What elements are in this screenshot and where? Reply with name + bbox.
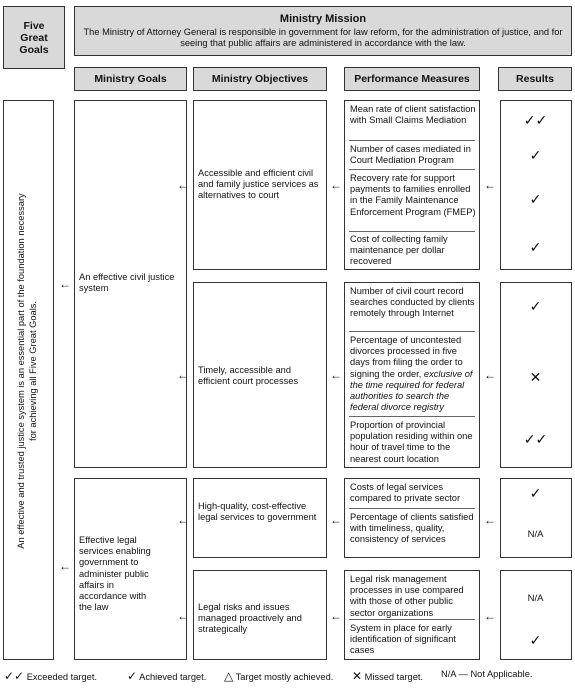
measure-1: Mean rate of client satisfaction with Small Claims Mediation <box>350 104 476 126</box>
measure-10: Legal risk management processes in use compared with those of other public sector organizations <box>350 574 464 618</box>
arrow-left-icon: ← <box>59 559 71 573</box>
legend-mostly <box>224 669 333 683</box>
arrow-left-icon: ← <box>484 513 496 527</box>
header-goals-label: Ministry Goals <box>94 73 167 85</box>
header-results <box>498 67 572 91</box>
objective-3: High-quality, cost-effective legal services to government <box>198 501 317 523</box>
goal-civil-justice: An effective civil justice system <box>79 272 175 294</box>
arrow-left-icon: ← <box>484 178 496 192</box>
result-check-icon: ✓ <box>529 298 542 314</box>
legend-na: N/A — Not Applicable. <box>441 669 533 679</box>
measure-separator <box>349 416 475 417</box>
measure-9: Percentage of clients satisfied with timeliness, quality, consistency of services <box>350 512 474 545</box>
measure-2: Number of cases mediated in Court Mediation Program <box>350 144 471 166</box>
header-objectives-label: Ministry Objectives <box>211 73 309 85</box>
legend-missed-label: Missed target. <box>364 672 424 682</box>
arrow-left-icon: ← <box>330 609 342 623</box>
measure-separator <box>349 169 475 170</box>
objective-2: Timely, accessible and efficient court processes <box>198 365 299 387</box>
legend-achieved <box>127 669 206 683</box>
foundation-text-line2: for achieving all Five Great Goals. <box>27 300 38 442</box>
header-performance-measures <box>344 67 480 91</box>
header-measures-label: Performance Measures <box>354 73 470 85</box>
measure-7: Proportion of provincial population residing within one hour of travel time to the nearest court location <box>350 420 473 464</box>
five-great-goals-label: Five Great Goals <box>19 19 49 56</box>
legend-mostly-label: Target mostly achieved. <box>235 672 334 682</box>
result-check-icon: ✓ <box>529 485 542 501</box>
triangle-icon: △ <box>224 669 234 683</box>
result-double-check-icon: ✓✓ <box>523 431 548 447</box>
double-check-icon: ✓✓ <box>4 669 25 683</box>
measure-separator <box>349 231 475 232</box>
result-check-icon: ✓ <box>529 191 542 207</box>
measure-11: System in place for early identification of significant cases <box>350 623 456 656</box>
arrow-left-icon: ← <box>484 368 496 382</box>
arrow-left-icon: ← <box>330 178 342 192</box>
check-icon: ✓ <box>127 669 138 683</box>
header-results-label: Results <box>516 73 554 85</box>
measure-6-text: Percentage of uncontested divorces processed in five days from filing the order to signing the order, <box>350 335 463 379</box>
result-check-icon: ✓ <box>529 239 542 255</box>
legend-missed <box>352 669 423 683</box>
arrow-left-icon: ← <box>484 609 496 623</box>
mission-text: The Ministry of Attorney General is responsible in government for law reform, for the administration of justice, and for seeing that public affairs are administered in accordance with the law. <box>83 27 563 48</box>
measure-6-emphasis: exclusive of the time required for federal authorities to search the federal divorce registry <box>350 368 473 413</box>
arrow-left-icon: ← <box>59 277 71 291</box>
foundation-text-line1: An effective and trusted justice system is an essential part of the foundation necessary <box>16 193 26 549</box>
missed-icon: ✕ <box>352 669 363 683</box>
arrow-left-icon: ← <box>330 368 342 382</box>
arrow-left-icon: ← <box>177 513 189 527</box>
arrow-left-icon: ← <box>177 609 189 623</box>
measure-separator <box>349 619 475 620</box>
objective-1: Accessible and efficient civil and family justice services as alternatives to court <box>198 168 319 201</box>
legend-exceeded <box>4 669 97 683</box>
result-double-check-icon: ✓✓ <box>523 112 548 128</box>
five-great-goals-box <box>3 6 65 69</box>
result-missed-icon: ✕ <box>529 369 542 385</box>
measure-8: Costs of legal services compared to private sector <box>350 482 461 504</box>
measure-separator <box>349 331 475 332</box>
measure-separator <box>349 508 475 509</box>
header-ministry-objectives <box>193 67 327 91</box>
mission-title: Ministry Mission <box>279 13 367 25</box>
measure-separator <box>349 140 475 141</box>
foundation-text <box>16 116 42 626</box>
arrow-left-icon: ← <box>177 178 189 192</box>
measure-3: Recovery rate for support payments to families enrolled in the Family Maintenance Enforcement Program (FMEP) <box>350 173 476 217</box>
arrow-left-icon: ← <box>330 513 342 527</box>
measure-6 <box>350 335 478 413</box>
header-ministry-goals <box>74 67 187 91</box>
result-na: N/A <box>527 529 544 540</box>
result-check-icon: ✓ <box>529 147 542 163</box>
measure-5: Number of civil court record searches conducted by clients remotely through Internet <box>350 286 475 319</box>
legend-achieved-label: Achieved target. <box>139 672 207 682</box>
ministry-mission-box <box>74 6 572 56</box>
objective-4: Legal risks and issues managed proactively and strategically <box>198 602 302 635</box>
measure-4: Cost of collecting family maintenance per dollar recovered <box>350 234 448 267</box>
result-na: N/A <box>527 593 544 604</box>
goal-legal-services: Effective legal services enabling government to administer public affairs in accordance with the law <box>79 535 151 613</box>
arrow-left-icon: ← <box>177 368 189 382</box>
legend-exceeded-label: Exceeded target. <box>26 672 97 682</box>
result-check-icon: ✓ <box>529 632 542 648</box>
